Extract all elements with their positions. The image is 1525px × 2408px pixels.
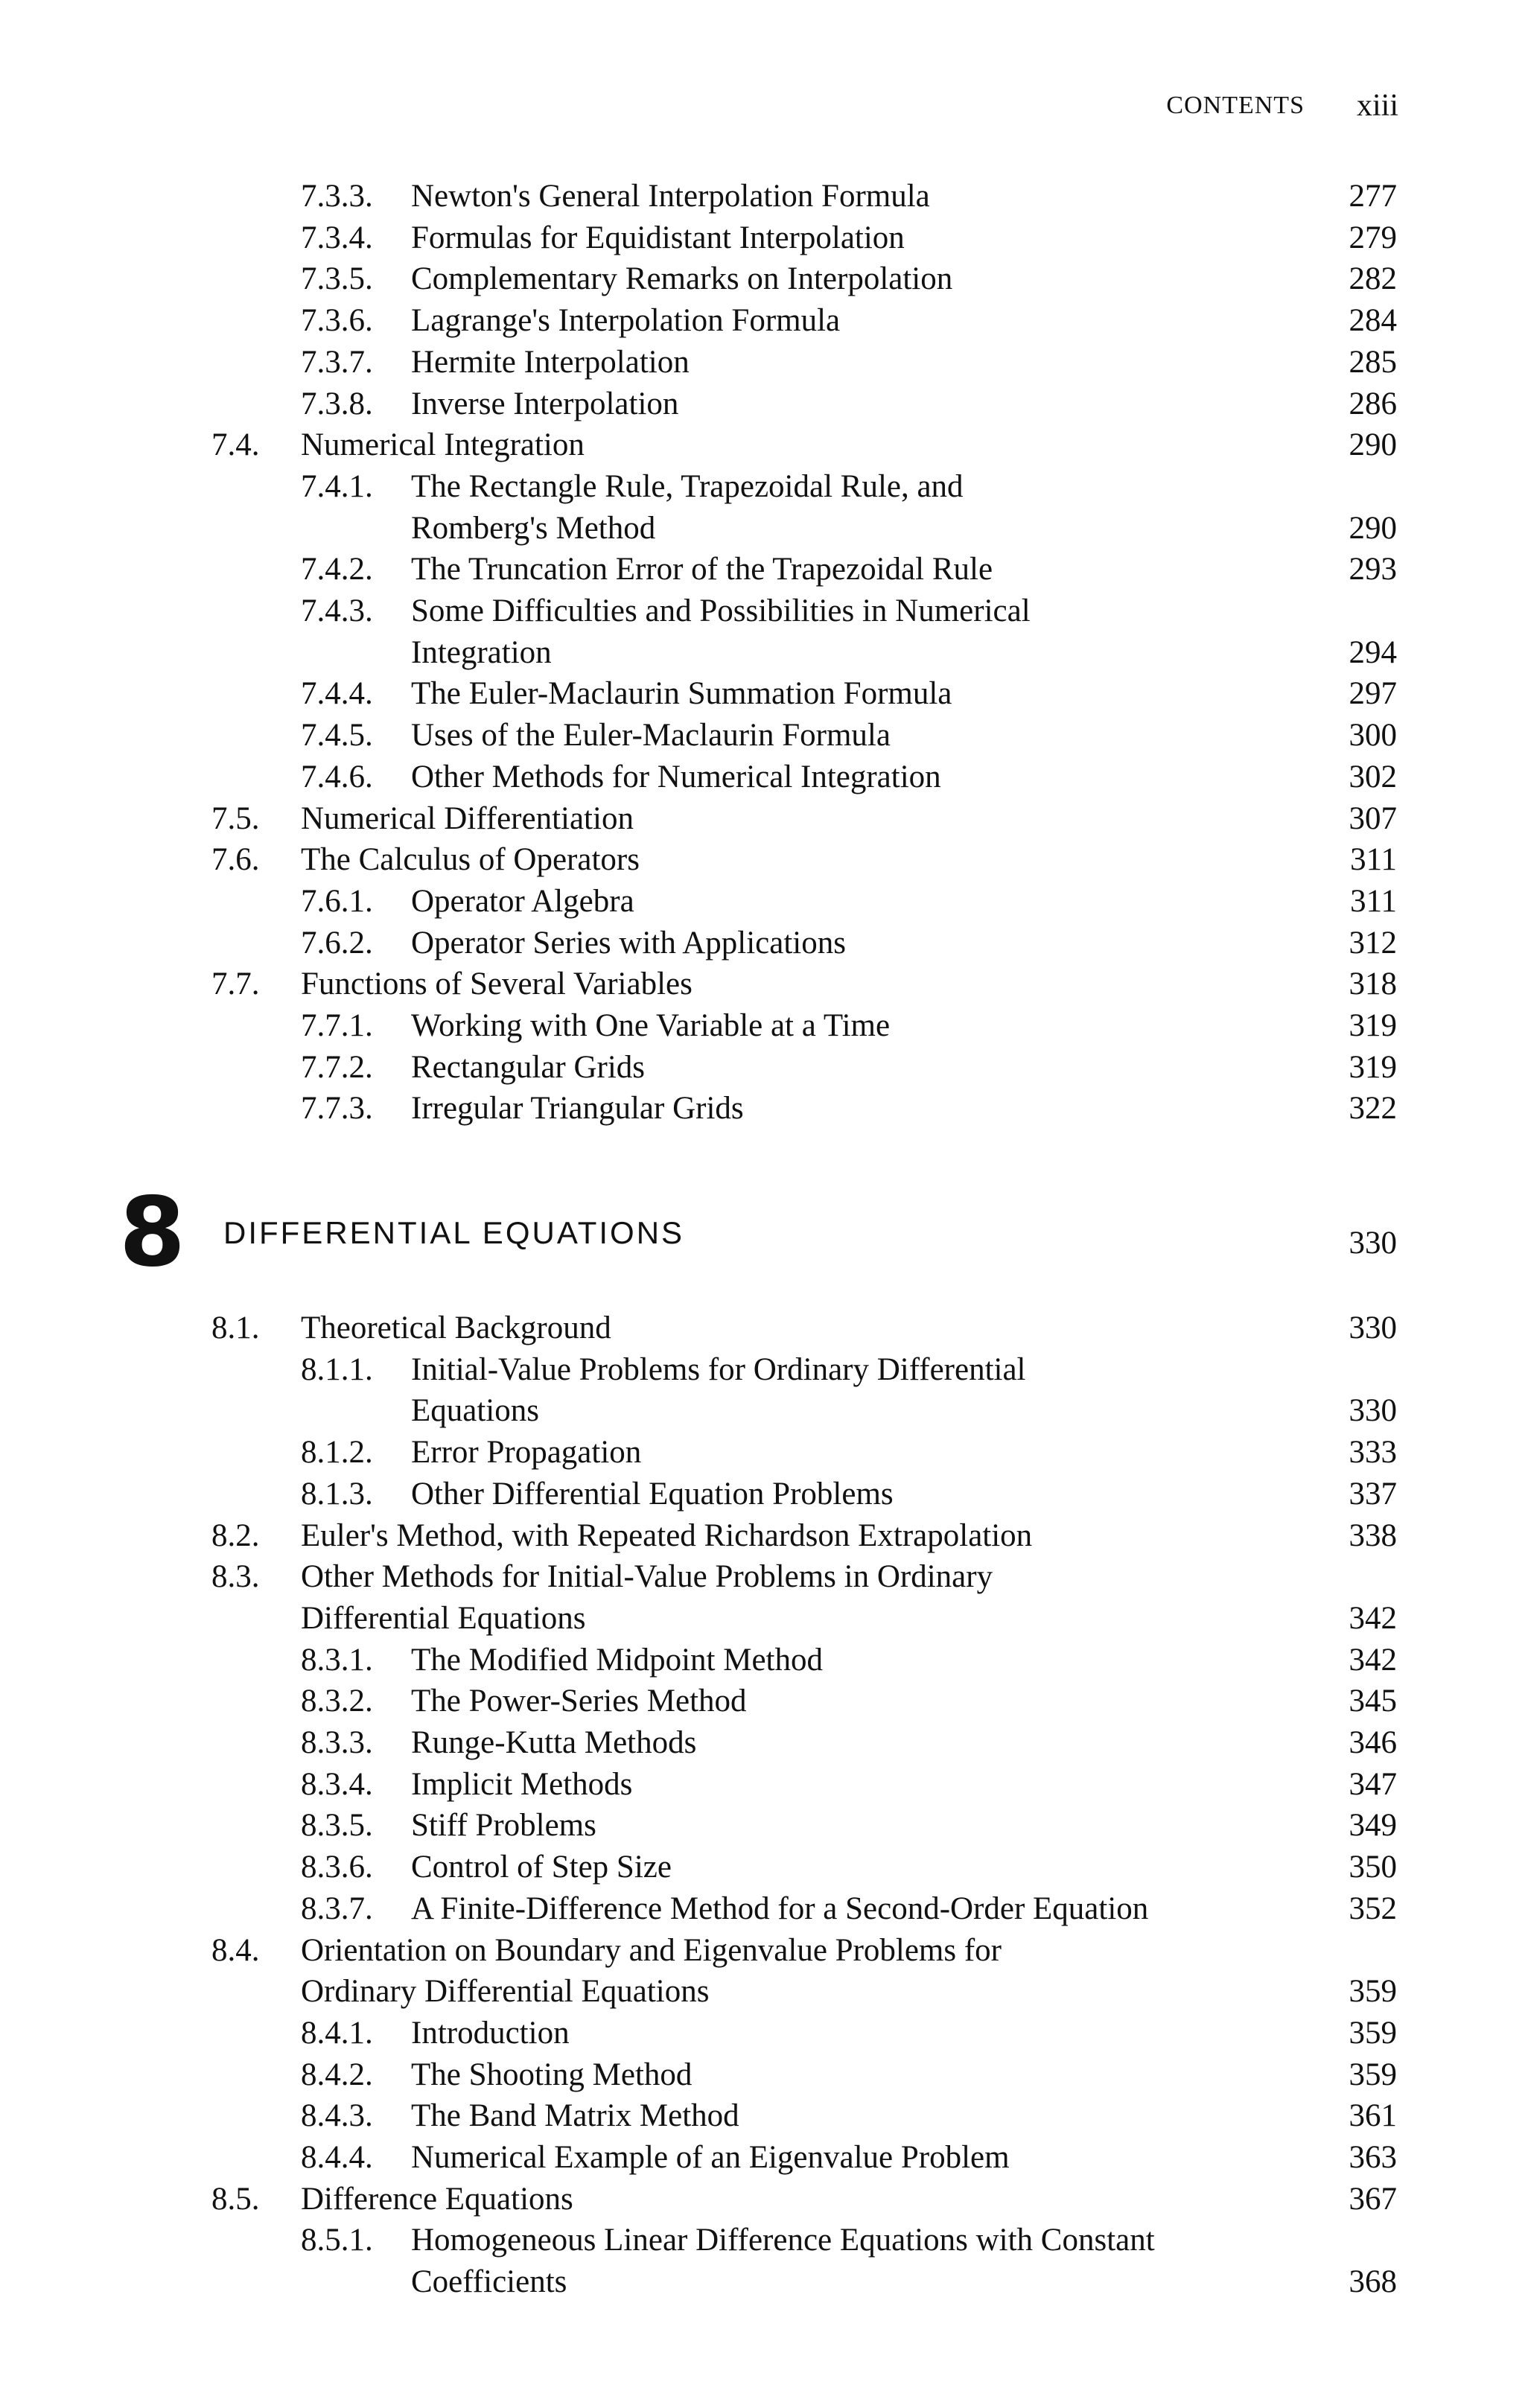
toc-entry — [0, 2013, 1525, 2054]
section-page-number: 286 — [1349, 386, 1397, 421]
section-number: 8.3.7. — [301, 1891, 373, 1926]
toc-entry — [0, 1005, 1525, 1047]
section-page-number: 318 — [1349, 966, 1397, 1001]
section-number: 8.5.1. — [301, 2223, 373, 2258]
section-page-number: 359 — [1349, 1974, 1397, 2009]
section-number: 7.6.1. — [301, 884, 373, 919]
section-number: 7.7.3. — [301, 1091, 373, 1126]
toc-entry — [0, 1764, 1525, 1806]
section-number: 7.5. — [211, 801, 260, 836]
section-page-number: 350 — [1349, 1850, 1397, 1885]
section-title: Euler's Method, with Repeated Richardson Extrapolation — [301, 1518, 1033, 1553]
section-page-number: 290 — [1349, 511, 1397, 546]
section-number: 7.3.4. — [301, 220, 373, 255]
section-title: Initial-Value Problems for Ordinary Differential — [411, 1352, 1026, 1387]
running-head-page-number: xiii — [1356, 89, 1398, 123]
toc-entry — [0, 383, 1525, 425]
section-title: Operator Algebra — [411, 884, 634, 919]
section-page-number: 367 — [1349, 2182, 1397, 2217]
toc-entry — [0, 963, 1525, 1005]
section-page-number: 319 — [1349, 1050, 1397, 1085]
toc-entry — [0, 1888, 1525, 1930]
section-page-number: 333 — [1349, 1435, 1397, 1470]
section-title: Theoretical Background — [301, 1310, 611, 1345]
section-page-number: 345 — [1349, 1684, 1397, 1719]
section-title: Other Methods for Initial-Value Problems in Ordinary — [301, 1559, 993, 1594]
toc-entry — [0, 176, 1525, 217]
section-title: Inverse Interpolation — [411, 386, 679, 421]
toc-entry — [0, 1556, 1525, 1598]
section-title: Numerical Example of an Eigenvalue Problem — [411, 2140, 1010, 2175]
toc-entry — [0, 508, 1525, 550]
section-page-number: 293 — [1349, 552, 1397, 587]
section-page-number: 322 — [1349, 1091, 1397, 1126]
section-title: Some Difficulties and Possibilities in Numerical — [411, 593, 1031, 628]
section-title: Rectangular Grids — [411, 1050, 646, 1085]
section-number: 8.4. — [211, 1933, 260, 1968]
section-number: 7.3.5. — [301, 261, 373, 296]
toc-entry — [0, 2220, 1525, 2261]
running-head — [1166, 83, 1398, 128]
section-number: 7.3.3. — [301, 179, 373, 214]
section-number: 8.4.2. — [301, 2057, 373, 2092]
section-number: 8.1.2. — [301, 1435, 373, 1470]
section-page-number: 347 — [1349, 1767, 1397, 1802]
section-title: Irregular Triangular Grids — [411, 1091, 744, 1126]
toc-entry — [0, 258, 1525, 300]
toc-entry — [0, 881, 1525, 923]
section-page-number: 363 — [1349, 2140, 1397, 2175]
section-page-number: 311 — [1350, 884, 1397, 919]
section-title: Other Methods for Numerical Integration — [411, 759, 941, 794]
section-title: The Truncation Error of the Trapezoidal Rule — [411, 552, 993, 587]
running-head-title: CONTENTS — [1166, 92, 1305, 119]
section-title: Operator Series with Applications — [411, 926, 846, 961]
section-number: 8.4.3. — [301, 2098, 373, 2133]
section-page-number: 307 — [1349, 801, 1397, 836]
toc-entry — [0, 217, 1525, 259]
section-title: Newton's General Interpolation Formula — [411, 179, 930, 214]
section-page-number: 338 — [1349, 1518, 1397, 1553]
toc-entry — [0, 923, 1525, 964]
section-title: The Euler-Maclaurin Summation Formula — [411, 676, 952, 711]
section-title: Working with One Variable at a Time — [411, 1008, 891, 1043]
toc-entry — [0, 1722, 1525, 1764]
toc-entry — [0, 715, 1525, 757]
toc-entry — [0, 1681, 1525, 1722]
section-page-number: 302 — [1349, 759, 1397, 794]
section-number: 8.5. — [211, 2182, 260, 2217]
section-page-number: 277 — [1349, 179, 1397, 214]
section-number: 7.4.6. — [301, 759, 373, 794]
section-title: Formulas for Equidistant Interpolation — [411, 220, 905, 255]
toc-entry — [0, 839, 1525, 881]
section-number: 8.3.4. — [301, 1767, 373, 1802]
section-title: Integration — [411, 635, 552, 670]
section-page-number: 337 — [1349, 1477, 1397, 1512]
section-number: 7.4.5. — [301, 718, 373, 753]
toc-entry — [0, 1432, 1525, 1474]
section-title: Homogeneous Linear Difference Equations with Constant — [411, 2223, 1155, 2258]
section-number: 8.4.1. — [301, 2016, 373, 2051]
chapter-title: DIFFERENTIAL EQUATIONS — [223, 1215, 685, 1250]
section-title: Numerical Differentiation — [301, 801, 634, 836]
toc-entry — [0, 1390, 1525, 1432]
section-title: The Power-Series Method — [411, 1684, 747, 1719]
toc-entry — [0, 300, 1525, 342]
section-page-number: 311 — [1350, 842, 1397, 877]
section-page-number: 290 — [1349, 427, 1397, 462]
toc-entry — [0, 1474, 1525, 1515]
section-page-number: 279 — [1349, 220, 1397, 255]
section-title: The Rectangle Rule, Trapezoidal Rule, and — [411, 469, 964, 504]
toc-entry — [0, 342, 1525, 383]
section-number: 7.7. — [211, 966, 260, 1001]
section-title: Orientation on Boundary and Eigenvalue Problems for — [301, 1933, 1002, 1968]
toc-entry — [0, 673, 1525, 715]
toc-entry — [0, 590, 1525, 632]
section-page-number: 342 — [1349, 1601, 1397, 1636]
section-page-number: 330 — [1349, 1310, 1397, 1345]
section-page-number: 361 — [1349, 2098, 1397, 2133]
toc-entry — [0, 1640, 1525, 1681]
section-title: Functions of Several Variables — [301, 966, 693, 1001]
section-page-number: 282 — [1349, 261, 1397, 296]
section-number: 7.4. — [211, 427, 260, 462]
section-page-number: 368 — [1349, 2264, 1397, 2299]
section-title: The Shooting Method — [411, 2057, 693, 2092]
section-number: 8.3.5. — [301, 1808, 373, 1843]
section-page-number: 285 — [1349, 345, 1397, 380]
toc-entry — [0, 424, 1525, 466]
section-page-number: 300 — [1349, 718, 1397, 753]
section-page-number: 319 — [1349, 1008, 1397, 1043]
section-title: Stiff Problems — [411, 1808, 596, 1843]
toc-entry — [0, 1307, 1525, 1349]
section-title: The Calculus of Operators — [301, 842, 640, 877]
section-number: 8.3.1. — [301, 1643, 373, 1678]
section-title: Romberg's Method — [411, 511, 656, 546]
toc-entry — [0, 1515, 1525, 1557]
section-number: 7.4.2. — [301, 552, 373, 587]
section-number: 7.7.2. — [301, 1050, 373, 1085]
section-number: 7.4.1. — [301, 469, 373, 504]
section-title: Differential Equations — [301, 1601, 586, 1636]
section-number: 8.2. — [211, 1518, 260, 1553]
section-title: Introduction — [411, 2016, 570, 2051]
section-title: Implicit Methods — [411, 1767, 633, 1802]
section-number: 8.3.2. — [301, 1684, 373, 1719]
toc-entry — [0, 549, 1525, 590]
section-title: Hermite Interpolation — [411, 345, 690, 380]
toc-entry — [0, 466, 1525, 508]
toc-entry — [0, 2179, 1525, 2220]
section-title: The Modified Midpoint Method — [411, 1643, 823, 1678]
section-number: 7.3.8. — [301, 386, 373, 421]
section-number: 7.4.4. — [301, 676, 373, 711]
section-title: Complementary Remarks on Interpolation — [411, 261, 953, 296]
section-title: The Band Matrix Method — [411, 2098, 739, 2133]
section-number: 7.6.2. — [301, 926, 373, 961]
section-title: Runge-Kutta Methods — [411, 1725, 697, 1760]
section-title: Other Differential Equation Problems — [411, 1477, 894, 1512]
toc-entry — [0, 1971, 1525, 2013]
chapter-heading — [0, 1177, 1525, 1288]
section-title: Difference Equations — [301, 2182, 573, 2217]
section-number: 8.3.3. — [301, 1725, 373, 1760]
section-page-number: 312 — [1349, 926, 1397, 961]
section-title: Numerical Integration — [301, 427, 585, 462]
toc-entry — [0, 2054, 1525, 2096]
section-number: 7.3.7. — [301, 345, 373, 380]
section-title: Ordinary Differential Equations — [301, 1974, 710, 2009]
section-title: Uses of the Euler-Maclaurin Formula — [411, 718, 891, 753]
toc-entry — [0, 798, 1525, 840]
section-number: 7.4.3. — [301, 593, 373, 628]
section-number: 8.1.3. — [301, 1477, 373, 1512]
section-number: 7.6. — [211, 842, 260, 877]
toc-entry — [0, 757, 1525, 798]
toc-entry — [0, 2137, 1525, 2179]
section-page-number: 297 — [1349, 676, 1397, 711]
toc-entry — [0, 1930, 1525, 1972]
section-page-number: 359 — [1349, 2016, 1397, 2051]
section-title: Lagrange's Interpolation Formula — [411, 303, 841, 338]
section-number: 8.3. — [211, 1559, 260, 1594]
chapter-page-number: 330 — [1349, 1226, 1397, 1261]
toc-entry — [0, 632, 1525, 674]
section-page-number: 349 — [1349, 1808, 1397, 1843]
chapter-number: 8 — [119, 1177, 186, 1288]
section-number: 7.3.6. — [301, 303, 373, 338]
section-number: 8.4.4. — [301, 2140, 373, 2175]
section-page-number: 284 — [1349, 303, 1397, 338]
section-title: Coefficients — [411, 2264, 567, 2299]
section-page-number: 359 — [1349, 2057, 1397, 2092]
section-page-number: 346 — [1349, 1725, 1397, 1760]
section-page-number: 352 — [1349, 1891, 1397, 1926]
toc-entry — [0, 1088, 1525, 1130]
toc-entry — [0, 1349, 1525, 1391]
section-title: Error Propagation — [411, 1435, 642, 1470]
section-number: 8.1.1. — [301, 1352, 373, 1387]
section-title: Equations — [411, 1393, 539, 1428]
section-number: 7.7.1. — [301, 1008, 373, 1043]
toc-entry — [0, 2095, 1525, 2137]
section-page-number: 294 — [1349, 635, 1397, 670]
toc-entry — [0, 2261, 1525, 2303]
toc-entry — [0, 1598, 1525, 1640]
toc-entry — [0, 1047, 1525, 1089]
section-title: Control of Step Size — [411, 1850, 672, 1885]
section-page-number: 330 — [1349, 1393, 1397, 1428]
section-number: 8.1. — [211, 1310, 260, 1345]
section-title: A Finite-Difference Method for a Second-Order Equation — [411, 1891, 1149, 1926]
section-page-number: 342 — [1349, 1643, 1397, 1678]
section-number: 8.3.6. — [301, 1850, 373, 1885]
toc-entry — [0, 1847, 1525, 1888]
toc-entry — [0, 1805, 1525, 1847]
